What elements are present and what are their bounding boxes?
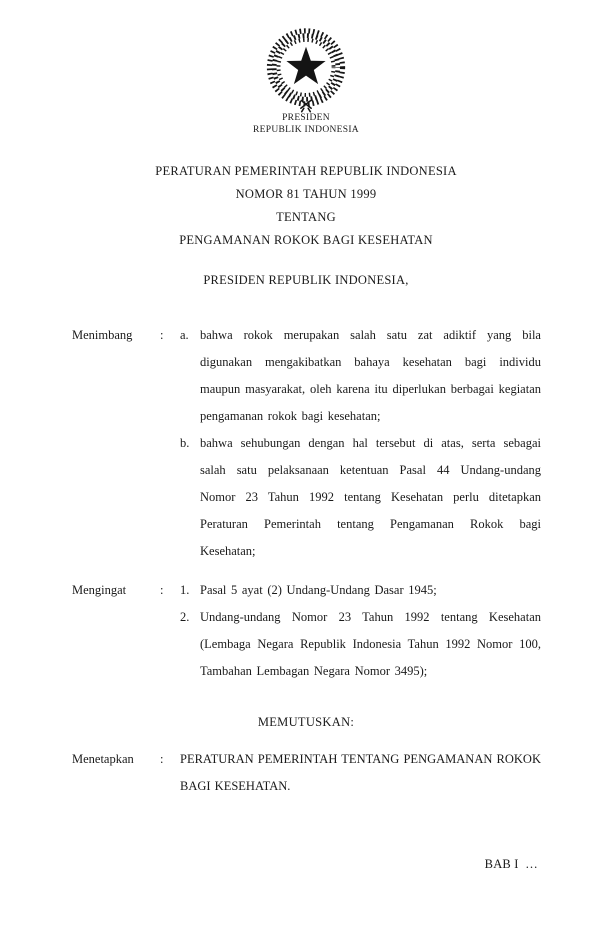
item-text: bahwa sehubungan dengan hal tersebut di atas, serta sebagai salah satu pelaksanaan ketentuan Pasal 44 Undang-undang Nomor 23 Tahun 1992 tentang Kesehatan perlu ditetapkan Peraturan Pemerintah tentang Pengamanan Rokok bagi Kesehatan; xyxy=(200,436,541,558)
mengingat-body xyxy=(180,577,541,685)
star-icon xyxy=(286,47,325,84)
item-marker: 2. xyxy=(180,610,190,624)
menetapkan-colon: : xyxy=(160,752,164,766)
title-line-nomor: NOMOR 81 TAHUN 1999 xyxy=(235,187,377,201)
menetapkan-section xyxy=(0,746,612,800)
menimbang-item-a xyxy=(180,322,541,430)
letterhead xyxy=(0,0,612,136)
menetapkan-text: PERATURAN PEMERINTAH TENTANG PENGAMANAN ROKOK BAGI KESEHATAN. xyxy=(180,752,541,793)
letterhead-republik-indonesia: REPUBLIK INDONESIA xyxy=(253,124,359,135)
mengingat-item-1 xyxy=(180,577,541,604)
continuation-note: BAB I … xyxy=(484,857,538,871)
item-text: Pasal 5 ayat (2) Undang-Undang Dasar 1945; xyxy=(200,583,437,597)
mengingat-item-2 xyxy=(180,604,541,685)
item-text: Undang-undang Nomor 23 Tahun 1992 tentang Kesehatan (Lembaga Negara Republik Indonesia Tahun 1992 Nomor 100, Tambahan Lembagan Negara Nomor 3495); xyxy=(200,610,541,678)
menimbang-label: Menimbang xyxy=(72,328,133,342)
menimbang-section xyxy=(0,322,612,565)
menimbang-item-b xyxy=(180,430,541,565)
item-text: bahwa rokok merupakan salah satu zat adiktif yang bila digunakan mengakibatkan bahaya kesehatan bagi individu maupun masyarakat, oleh karena itu diperlukan berbagai kegiatan pengamanan rokok bagi kesehatan; xyxy=(200,328,541,423)
menetapkan-label: Menetapkan xyxy=(72,752,134,766)
menimbang-colon: : xyxy=(160,328,164,342)
mengingat-label: Mengingat xyxy=(72,583,127,597)
memutuskan-heading: MEMUTUSKAN: xyxy=(257,715,355,729)
menimbang-body xyxy=(180,322,541,565)
title-line-tentang: TENTANG xyxy=(276,210,336,224)
wreath-bow-icon xyxy=(301,101,311,112)
item-marker: 1. xyxy=(180,583,190,597)
document-title-block xyxy=(0,160,612,252)
title-line-peraturan: PERATURAN PEMERINTAH REPUBLIK INDONESIA xyxy=(155,164,457,178)
mengingat-section xyxy=(0,577,612,685)
item-marker: b. xyxy=(180,436,190,450)
presidential-star-wreath-emblem-icon xyxy=(263,27,349,113)
title-line-subject: PENGAMANAN ROKOK BAGI KESEHATAN xyxy=(179,233,433,247)
mengingat-colon: : xyxy=(160,583,164,597)
letterhead-presiden: PRESIDEN xyxy=(282,113,330,123)
salutation: PRESIDEN REPUBLIK INDONESIA, xyxy=(203,273,409,287)
item-marker: a. xyxy=(180,328,189,342)
